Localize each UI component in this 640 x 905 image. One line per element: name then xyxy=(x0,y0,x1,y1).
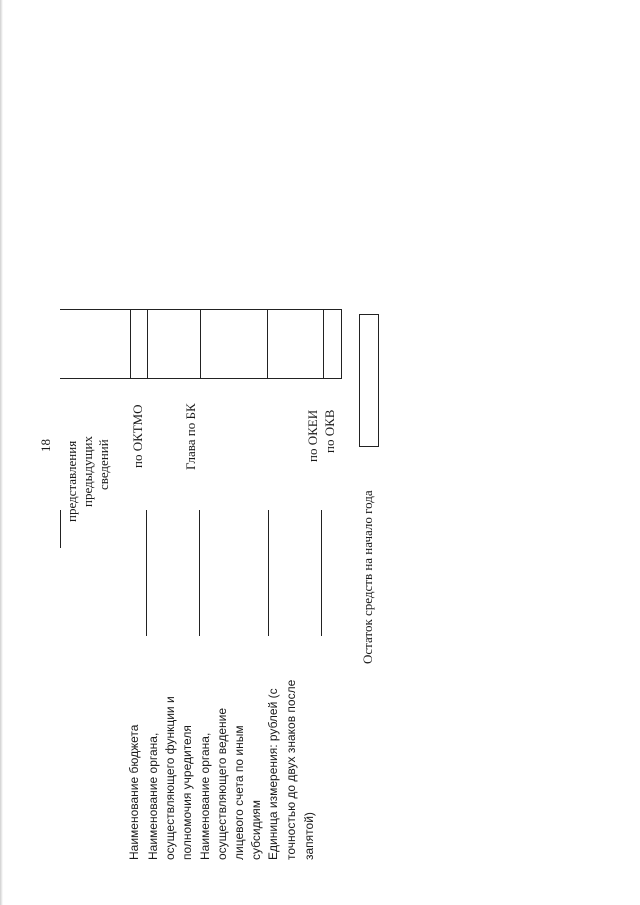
codes-cell-divider-4 xyxy=(267,309,268,379)
value-line-organ-functions xyxy=(199,510,200,636)
organ-functions-line-3: полномочия учредителя xyxy=(180,725,194,860)
okv-label: по ОКВ xyxy=(322,409,337,453)
header-line-3: сведений xyxy=(96,439,111,490)
value-line-budget xyxy=(146,510,147,636)
organ-account-line-4: субсидиям xyxy=(249,799,263,860)
organ-functions-line-1: Наименование органа, xyxy=(146,732,160,860)
codes-cell-divider-2 xyxy=(147,309,148,379)
codes-cell-divider-5 xyxy=(323,309,324,379)
unit-line-3: запятой) xyxy=(302,812,316,860)
unit-line-1: Единица измерения: рублей (с xyxy=(266,688,280,860)
codes-cell-divider-1 xyxy=(130,309,131,379)
organ-account-line-2: осуществляющего ведение xyxy=(215,707,229,860)
oktmo-label: по ОКТМО xyxy=(130,404,145,468)
organ-functions-line-2: осуществляющего функции и xyxy=(163,696,177,860)
codes-table-right xyxy=(341,309,342,379)
scan-edge xyxy=(0,0,3,905)
balance-label: Остаток средств на начало года xyxy=(360,490,375,664)
unit-line-2: точностью до двух знаков после xyxy=(284,679,298,860)
organ-account-line-3: лицевого счета по иным xyxy=(232,725,246,860)
value-line-header xyxy=(60,510,61,548)
value-line-unit xyxy=(321,510,322,636)
value-line-organ-account xyxy=(268,510,269,636)
budget-name-label: Наименование бюджета xyxy=(127,724,141,860)
header-line-2: предыдущих xyxy=(80,436,95,507)
codes-cell-divider-3 xyxy=(200,309,201,379)
page-number: 18 xyxy=(38,439,53,452)
okei-label: по ОКЕИ xyxy=(305,409,320,462)
header-line-1: представления xyxy=(64,440,79,522)
balance-value-field[interactable] xyxy=(359,314,379,447)
glava-bk-label: Глава по БК xyxy=(183,403,198,470)
codes-table-top xyxy=(60,309,342,310)
organ-account-line-1: Наименование органа, xyxy=(198,732,212,860)
codes-table-bottom xyxy=(60,378,342,379)
